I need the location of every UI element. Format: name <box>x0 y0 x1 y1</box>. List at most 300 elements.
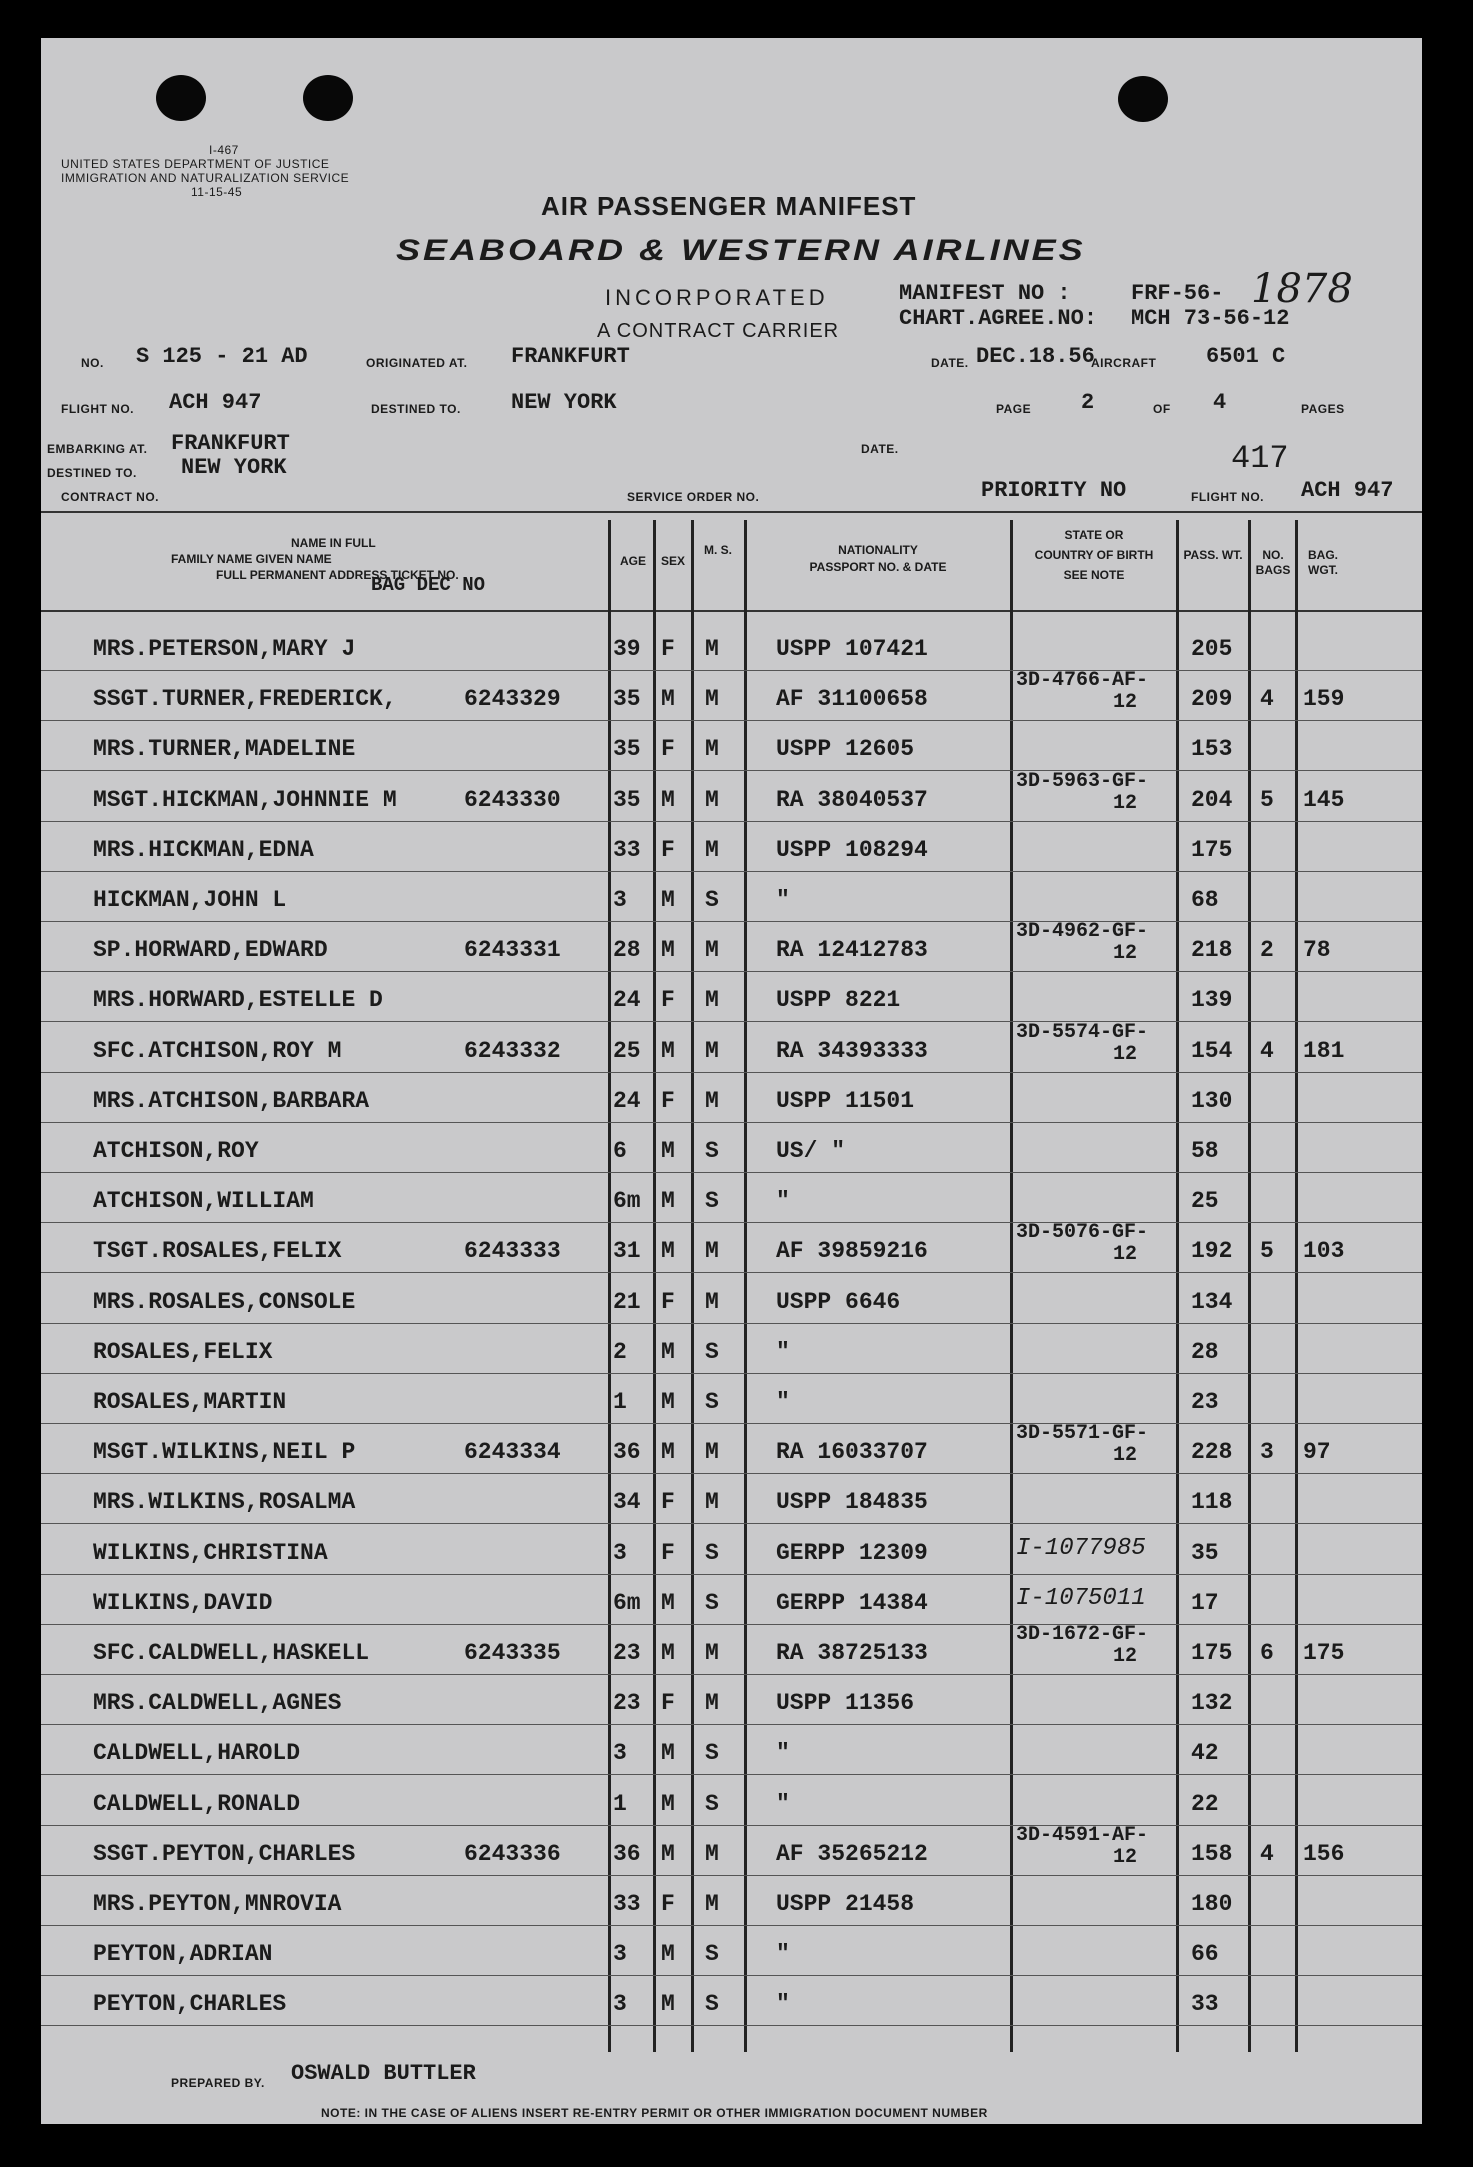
row-rule <box>41 1172 1422 1173</box>
passenger-name: HICKMAN,JOHN L <box>93 887 287 913</box>
passenger-weight: 28 <box>1191 1339 1219 1365</box>
sex: M <box>661 1640 675 1666</box>
passport-no: " <box>776 1941 790 1967</box>
passenger-weight: 33 <box>1191 1991 1219 2017</box>
col-note-header: SEE NOTE <box>1063 568 1125 582</box>
marital-status: M <box>705 736 719 762</box>
manifest-no-handwritten: 1878 <box>1251 266 1353 312</box>
bag-count: 5 <box>1260 787 1274 813</box>
passport-no: AF 31100658 <box>776 686 928 712</box>
row-rule <box>41 1473 1422 1474</box>
sex: F <box>661 636 675 662</box>
sex: M <box>661 1188 675 1214</box>
passenger-name: MRS.ATCHISON,BARBARA <box>93 1088 370 1114</box>
passport-no: RA 34393333 <box>776 1038 928 1064</box>
aircraft-value: 6501 C <box>1206 344 1286 369</box>
passenger-weight: 130 <box>1191 1088 1233 1114</box>
birth-note-line1: 3D-5574-GF- <box>1016 1021 1149 1044</box>
originated-value: FRANKFURT <box>511 344 630 369</box>
age: 23 <box>613 1640 641 1666</box>
sex: M <box>661 1590 675 1616</box>
bag-count: 4 <box>1260 1038 1274 1064</box>
row-rule <box>41 1323 1422 1324</box>
age: 35 <box>613 736 641 762</box>
passenger-name: WILKINS,CHRISTINA <box>93 1540 328 1566</box>
row-rule <box>41 921 1422 922</box>
passenger-weight: 218 <box>1191 937 1233 963</box>
incorporated-label: INCORPORATED <box>605 285 829 310</box>
passenger-weight: 154 <box>1191 1038 1233 1064</box>
birth-note-line2: 12 <box>1113 1043 1138 1066</box>
sex: M <box>661 1389 675 1415</box>
marital-status: S <box>705 1791 719 1817</box>
passenger-name: SP.HORWARD,EDWARD <box>93 937 328 963</box>
bag-weight: 97 <box>1303 1439 1331 1465</box>
pages-label: PAGES <box>1301 402 1345 416</box>
column-divider <box>744 520 747 2052</box>
passenger-weight: 132 <box>1191 1690 1233 1716</box>
passenger-name: MRS.ROSALES,CONSOLE <box>93 1289 356 1315</box>
sex: M <box>661 1941 675 1967</box>
birth-note-line1: 3D-5571-GF- <box>1016 1422 1149 1445</box>
handwritten-number: 417 <box>1231 440 1289 477</box>
col-name-header-2: FAMILY NAME GIVEN NAME <box>171 552 332 566</box>
passenger-weight: 42 <box>1191 1740 1219 1766</box>
passport-no: USPP 11356 <box>776 1690 915 1716</box>
row-rule <box>41 1774 1422 1775</box>
flight-no2-label: FLIGHT NO. <box>1191 490 1264 504</box>
bag-count: 5 <box>1260 1238 1274 1264</box>
passport-no: GERPP 14384 <box>776 1590 928 1616</box>
marital-status: M <box>705 937 719 963</box>
passenger-weight: 25 <box>1191 1188 1219 1214</box>
charter-agreement-value: MCH 73-56-12 <box>1131 306 1290 331</box>
col-age-header: AGE <box>619 554 646 568</box>
bag-weight: 181 <box>1303 1038 1345 1064</box>
punch-hole <box>156 75 206 121</box>
footer-note: NOTE: IN THE CASE OF ALIENS INSERT RE-ENTRY PERMIT OR OTHER IMMIGRATION DOCUMENT NUMBER <box>321 2106 988 2120</box>
charter-agreement-label: CHART.AGREE.NO: <box>899 306 1098 331</box>
column-divider <box>1295 520 1298 2052</box>
passenger-weight: 17 <box>1191 1590 1219 1616</box>
passport-no: USPP 184835 <box>776 1489 928 1515</box>
sex: M <box>661 1038 675 1064</box>
passenger-name: MRS.CALDWELL,AGNES <box>93 1690 342 1716</box>
embarking-value: FRANKFURT <box>171 431 290 456</box>
passport-no: RA 38725133 <box>776 1640 928 1666</box>
of-label: OF <box>1153 402 1171 416</box>
age: 33 <box>613 837 641 863</box>
embarking-label: EMBARKING AT. <box>47 442 148 456</box>
passenger-name: CALDWELL,HAROLD <box>93 1740 301 1766</box>
age: 25 <box>613 1038 641 1064</box>
of-value: 4 <box>1213 390 1227 415</box>
destined2-value: NEW YORK <box>181 455 287 480</box>
col-bag-dec-header: BAG DEC NO <box>371 574 486 596</box>
birth-note-line2: 12 <box>1113 1444 1138 1467</box>
date-value: DEC.18.56 <box>976 344 1095 369</box>
passport-no: " <box>776 1339 790 1365</box>
manifest-no-prefix: FRF-56- <box>1131 281 1224 306</box>
passenger-name: MRS.HICKMAN,EDNA <box>93 837 314 863</box>
age: 3 <box>613 1941 627 1967</box>
passenger-weight: 58 <box>1191 1138 1219 1164</box>
passport-no: USPP 12605 <box>776 736 915 762</box>
row-rule <box>41 1975 1422 1976</box>
sex: M <box>661 1238 675 1264</box>
passenger-weight: 175 <box>1191 837 1233 863</box>
passenger-weight: 175 <box>1191 1640 1233 1666</box>
originated-label: ORIGINATED AT. <box>366 356 468 370</box>
birth-note-line1: 3D-5076-GF- <box>1016 1221 1149 1244</box>
birth-note-line1: 3D-1672-GF- <box>1016 1623 1149 1646</box>
marital-status: M <box>705 1640 719 1666</box>
col-country-header: COUNTRY OF BIRTH <box>1034 548 1154 562</box>
passenger-name: SFC.ATCHISON,ROY M <box>93 1038 342 1064</box>
passenger-weight: 204 <box>1191 787 1233 813</box>
marital-status: S <box>705 887 719 913</box>
passport-no: " <box>776 1791 790 1817</box>
bag-count: 4 <box>1260 1841 1274 1867</box>
passport-no: " <box>776 1991 790 2017</box>
sex: F <box>661 736 675 762</box>
passenger-name: MRS.PETERSON,MARY J <box>93 636 356 662</box>
birth-note-line2: 12 <box>1113 792 1138 815</box>
marital-status: S <box>705 1339 719 1365</box>
sex: M <box>661 1791 675 1817</box>
bag-count: 4 <box>1260 686 1274 712</box>
age: 33 <box>613 1891 641 1917</box>
ticket-no: 6243335 <box>464 1640 561 1666</box>
marital-status: M <box>705 787 719 813</box>
row-rule <box>41 1574 1422 1575</box>
passport-no: AF 35265212 <box>776 1841 928 1867</box>
priority-label: PRIORITY NO <box>981 478 1127 503</box>
marital-status: S <box>705 1540 719 1566</box>
flight-no-value: ACH 947 <box>169 390 262 415</box>
age: 6m <box>613 1590 641 1616</box>
sex: M <box>661 1841 675 1867</box>
sex: F <box>661 837 675 863</box>
bag-count: 3 <box>1260 1439 1274 1465</box>
age: 24 <box>613 987 641 1013</box>
punch-hole <box>1118 76 1168 122</box>
row-rule <box>41 1674 1422 1675</box>
birth-note-line1: I-1075011 <box>1016 1585 1146 1612</box>
row-rule <box>41 1624 1422 1625</box>
age: 39 <box>613 636 641 662</box>
age: 3 <box>613 1740 627 1766</box>
passport-no: RA 16033707 <box>776 1439 928 1465</box>
birth-note-line1: I-1077985 <box>1016 1535 1146 1562</box>
passenger-name: MSGT.WILKINS,NEIL P <box>93 1439 356 1465</box>
col-passwt-header: PASS. WT. <box>1183 548 1243 562</box>
sex: M <box>661 686 675 712</box>
marital-status: M <box>705 1289 719 1315</box>
passport-no: USPP 107421 <box>776 636 928 662</box>
sex: F <box>661 1891 675 1917</box>
ticket-no: 6243336 <box>464 1841 561 1867</box>
age: 35 <box>613 686 641 712</box>
flight-no2-value: ACH 947 <box>1301 478 1394 503</box>
destined-value: NEW YORK <box>511 390 617 415</box>
marital-status: M <box>705 686 719 712</box>
sex: M <box>661 887 675 913</box>
manifest-title: AIR PASSENGER MANIFEST <box>541 191 917 221</box>
ticket-no: 6243332 <box>464 1038 561 1064</box>
row-rule <box>41 1724 1422 1725</box>
passenger-weight: 35 <box>1191 1540 1219 1566</box>
age: 36 <box>613 1841 641 1867</box>
column-divider <box>608 520 611 2052</box>
page-label: PAGE <box>996 402 1032 416</box>
ticket-no: 6243330 <box>464 787 561 813</box>
agency-name: UNITED STATES DEPARTMENT OF JUSTICE <box>61 157 330 171</box>
passenger-weight: 68 <box>1191 887 1219 913</box>
table-top-rule <box>41 511 1422 513</box>
row-rule <box>41 1272 1422 1273</box>
sex: M <box>661 787 675 813</box>
bag-count: 6 <box>1260 1640 1274 1666</box>
birth-note-line2: 12 <box>1113 942 1138 965</box>
destined-label: DESTINED TO. <box>371 402 461 416</box>
passenger-name: SSGT.PEYTON,CHARLES <box>93 1841 356 1867</box>
marital-status: S <box>705 1991 719 2017</box>
row-rule <box>41 1021 1422 1022</box>
bag-weight: 156 <box>1303 1841 1345 1867</box>
passenger-name: MRS.TURNER,MADELINE <box>93 736 356 762</box>
col-passport-header: PASSPORT NO. & DATE <box>809 560 947 574</box>
passenger-name: ATCHISON,WILLIAM <box>93 1188 314 1214</box>
col-ms-header: M. S. <box>703 543 732 557</box>
col-bagwgt-header: BAG. WGT. <box>1308 548 1338 577</box>
passenger-weight: 180 <box>1191 1891 1233 1917</box>
row-rule <box>41 971 1422 972</box>
passport-no: USPP 6646 <box>776 1289 901 1315</box>
passport-no: USPP 108294 <box>776 837 928 863</box>
age: 6 <box>613 1138 627 1164</box>
age: 36 <box>613 1439 641 1465</box>
punch-hole <box>303 75 353 121</box>
age: 23 <box>613 1690 641 1716</box>
passport-no: USPP 8221 <box>776 987 901 1013</box>
col-nobags-header: NO. BAGS <box>1255 548 1291 577</box>
manifest-no-label: MANIFEST NO : <box>899 281 1071 306</box>
passport-no: US/ " <box>776 1138 846 1164</box>
ticket-no: 6243333 <box>464 1238 561 1264</box>
age: 3 <box>613 1991 627 2017</box>
passenger-name: WILKINS,DAVID <box>93 1590 273 1616</box>
birth-note-line1: 3D-5963-GF- <box>1016 770 1149 793</box>
age: 34 <box>613 1489 641 1515</box>
sex: M <box>661 1138 675 1164</box>
marital-status: M <box>705 1891 719 1917</box>
birth-note-line2: 12 <box>1113 1846 1138 1869</box>
age: 3 <box>613 887 627 913</box>
age: 24 <box>613 1088 641 1114</box>
ticket-no: 6243334 <box>464 1439 561 1465</box>
service-order-label: SERVICE ORDER NO. <box>627 490 760 504</box>
sex: M <box>661 1339 675 1365</box>
passenger-name: MSGT.HICKMAN,JOHNNIE M <box>93 787 397 813</box>
marital-status: M <box>705 1088 719 1114</box>
column-divider <box>1248 520 1251 2052</box>
age: 21 <box>613 1289 641 1315</box>
passenger-name: PEYTON,ADRIAN <box>93 1941 273 1967</box>
passport-no: AF 39859216 <box>776 1238 928 1264</box>
passport-no: USPP 21458 <box>776 1891 915 1917</box>
col-name-header-3: FULL PERMANENT ADDRESS TICKET NO. <box>216 568 459 582</box>
birth-note-line2: 12 <box>1113 691 1138 714</box>
passenger-name: ROSALES,FELIX <box>93 1339 273 1365</box>
form-number: I-467 <box>209 143 239 157</box>
ticket-no: 6243331 <box>464 937 561 963</box>
passenger-weight: 158 <box>1191 1841 1233 1867</box>
sex: M <box>661 1439 675 1465</box>
age: 1 <box>613 1791 627 1817</box>
age: 35 <box>613 787 641 813</box>
col-name-header-1: NAME IN FULL <box>291 536 376 550</box>
ticket-no: 6243329 <box>464 686 561 712</box>
marital-status: M <box>705 987 719 1013</box>
marital-status: S <box>705 1389 719 1415</box>
row-rule <box>41 1423 1422 1424</box>
row-rule <box>41 1373 1422 1374</box>
prepared-by-value: OSWALD BUTTLER <box>291 2061 476 2086</box>
sex: F <box>661 1690 675 1716</box>
flight-no-label: FLIGHT NO. <box>61 402 134 416</box>
bag-count: 2 <box>1260 937 1274 963</box>
passenger-weight: 22 <box>1191 1791 1219 1817</box>
passenger-name: TSGT.ROSALES,FELIX <box>93 1238 342 1264</box>
row-rule <box>41 720 1422 721</box>
passenger-name: MRS.PEYTON,MNROVIA <box>93 1891 342 1917</box>
bag-weight: 145 <box>1303 787 1345 813</box>
no-label: NO. <box>81 356 104 370</box>
row-rule <box>41 1222 1422 1223</box>
marital-status: M <box>705 837 719 863</box>
marital-status: M <box>705 1489 719 1515</box>
contract-carrier-label: A CONTRACT CARRIER <box>597 320 840 342</box>
passport-no: " <box>776 1188 790 1214</box>
marital-status: S <box>705 1941 719 1967</box>
passenger-name: MRS.HORWARD,ESTELLE D <box>93 987 383 1013</box>
col-sex-header: SEX <box>660 554 685 568</box>
marital-status: S <box>705 1188 719 1214</box>
airline-name: SEABOARD & WESTERN AIRLINES <box>396 233 1086 267</box>
sex: F <box>661 1540 675 1566</box>
passenger-name: ROSALES,MARTIN <box>93 1389 287 1415</box>
passenger-weight: 139 <box>1191 987 1233 1013</box>
sex: M <box>661 1740 675 1766</box>
bag-weight: 159 <box>1303 686 1345 712</box>
column-divider <box>653 520 656 2052</box>
row-rule <box>41 1122 1422 1123</box>
sex: M <box>661 1991 675 2017</box>
row-rule <box>41 871 1422 872</box>
bag-weight: 103 <box>1303 1238 1345 1264</box>
passenger-weight: 134 <box>1191 1289 1233 1315</box>
sex: F <box>661 1489 675 1515</box>
sex: F <box>661 987 675 1013</box>
passenger-name: ATCHISON,ROY <box>93 1138 259 1164</box>
birth-note-line1: 3D-4962-GF- <box>1016 920 1149 943</box>
passport-no: " <box>776 1389 790 1415</box>
marital-status: M <box>705 636 719 662</box>
age: 1 <box>613 1389 627 1415</box>
row-rule <box>41 1825 1422 1826</box>
passenger-weight: 192 <box>1191 1238 1233 1264</box>
prepared-by-label: PREPARED BY. <box>171 2076 265 2090</box>
column-divider <box>1010 520 1013 2052</box>
sex: F <box>661 1289 675 1315</box>
marital-status: S <box>705 1138 719 1164</box>
passenger-name: PEYTON,CHARLES <box>93 1991 287 2017</box>
column-divider <box>1176 520 1179 2052</box>
passenger-weight: 23 <box>1191 1389 1219 1415</box>
age: 3 <box>613 1540 627 1566</box>
contract-no-label: CONTRACT NO. <box>61 490 159 504</box>
passport-no: " <box>776 887 790 913</box>
date2-label: DATE. <box>861 442 899 456</box>
column-divider <box>691 520 694 2052</box>
birth-note-line1: 3D-4766-AF- <box>1016 669 1149 692</box>
row-rule <box>41 670 1422 671</box>
age: 2 <box>613 1339 627 1365</box>
col-state-header: STATE OR <box>1064 528 1124 542</box>
passenger-name: SFC.CALDWELL,HASKELL <box>93 1640 370 1666</box>
passenger-weight: 209 <box>1191 686 1233 712</box>
row-rule <box>41 1925 1422 1926</box>
passenger-weight: 205 <box>1191 636 1233 662</box>
manifest-page <box>41 38 1422 2124</box>
col-nationality-header: NATIONALITY <box>838 543 918 557</box>
passenger-weight: 153 <box>1191 736 1233 762</box>
passport-no: USPP 11501 <box>776 1088 915 1114</box>
marital-status: M <box>705 1439 719 1465</box>
marital-status: S <box>705 1740 719 1766</box>
row-rule <box>41 1523 1422 1524</box>
row-rule <box>41 770 1422 771</box>
passenger-weight: 118 <box>1191 1489 1233 1515</box>
marital-status: M <box>705 1238 719 1264</box>
birth-note-line2: 12 <box>1113 1645 1138 1668</box>
passenger-name: MRS.WILKINS,ROSALMA <box>93 1489 356 1515</box>
passenger-weight: 228 <box>1191 1439 1233 1465</box>
header-bottom-rule <box>41 610 1422 612</box>
page-value: 2 <box>1081 390 1095 415</box>
date-label: DATE. <box>931 356 969 370</box>
row-rule <box>41 2025 1422 2026</box>
marital-status: M <box>705 1841 719 1867</box>
aircraft-label: AIRCRAFT <box>1091 356 1157 370</box>
sex: M <box>661 937 675 963</box>
marital-status: M <box>705 1038 719 1064</box>
sex: F <box>661 1088 675 1114</box>
no-value: S 125 - 21 AD <box>136 344 308 369</box>
agency-subname: IMMIGRATION AND NATURALIZATION SERVICE <box>61 171 350 185</box>
passport-no: RA 38040537 <box>776 787 928 813</box>
bag-weight: 175 <box>1303 1640 1345 1666</box>
marital-status: S <box>705 1590 719 1616</box>
passenger-weight: 66 <box>1191 1941 1219 1967</box>
birth-note-line1: 3D-4591-AF- <box>1016 1824 1149 1847</box>
passenger-name: SSGT.TURNER,FREDERICK, <box>93 686 397 712</box>
destined2-label: DESTINED TO. <box>47 466 137 480</box>
passport-no: GERPP 12309 <box>776 1540 928 1566</box>
age: 31 <box>613 1238 641 1264</box>
passport-no: " <box>776 1740 790 1766</box>
